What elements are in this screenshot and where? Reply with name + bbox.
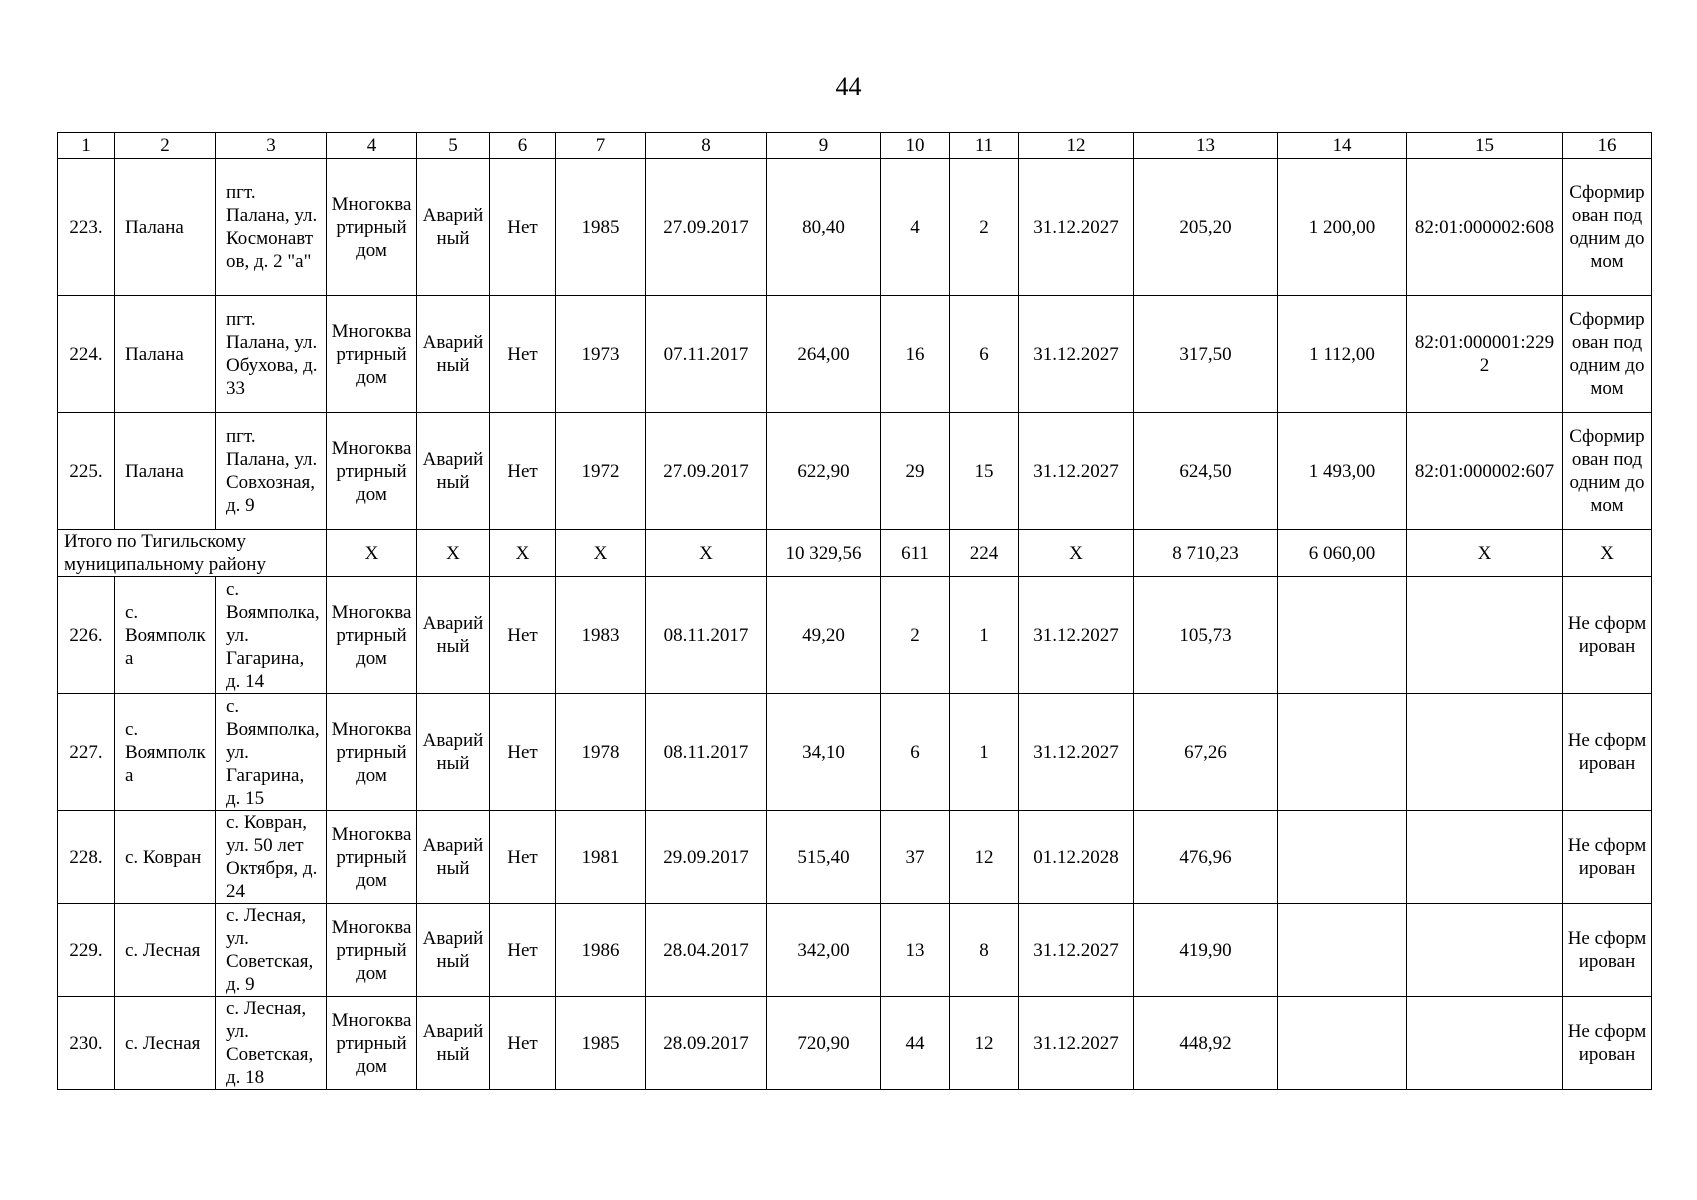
table-row: [58, 904, 1652, 997]
address: с. Лесная, ул. Советская, д. 18: [216, 997, 327, 1090]
row-number: 229.: [58, 904, 115, 997]
column-number: 4: [327, 133, 417, 159]
value: [1278, 904, 1407, 997]
count: 13: [881, 904, 950, 997]
count: 2: [950, 159, 1019, 296]
count: 12: [950, 811, 1019, 904]
condition: Аварийный: [417, 296, 490, 413]
row-number: 223.: [58, 159, 115, 296]
value: 1 493,00: [1278, 413, 1407, 530]
column-number: 14: [1278, 133, 1407, 159]
settlement: Палана: [115, 159, 216, 296]
value: [1278, 811, 1407, 904]
year: 1986: [556, 904, 646, 997]
cadastral-number: [1407, 811, 1563, 904]
condition: Аварийный: [417, 413, 490, 530]
table-row: [58, 811, 1652, 904]
total-value: X: [1563, 530, 1652, 577]
value: 105,73: [1134, 577, 1278, 694]
date: 28.04.2017: [646, 904, 767, 997]
column-number: 15: [1407, 133, 1563, 159]
cell: Нет: [490, 694, 556, 811]
column-number: 13: [1134, 133, 1278, 159]
count: 4: [881, 159, 950, 296]
cell: Нет: [490, 296, 556, 413]
total-value: X: [646, 530, 767, 577]
address: с. Ковран, ул. 50 лет Октября, д. 24: [216, 811, 327, 904]
land-status: Не сформирован: [1563, 694, 1652, 811]
row-number: 225.: [58, 413, 115, 530]
year: 1973: [556, 296, 646, 413]
deadline-date: 31.12.2027: [1019, 413, 1134, 530]
column-number: 9: [767, 133, 881, 159]
count: 12: [950, 997, 1019, 1090]
total-value: X: [327, 530, 417, 577]
building-type: Многоквартирный дом: [327, 413, 417, 530]
value: 1 200,00: [1278, 159, 1407, 296]
total-value: X: [1019, 530, 1134, 577]
column-number: 16: [1563, 133, 1652, 159]
total-row: [58, 530, 1652, 577]
column-number-row: [58, 133, 1652, 159]
count: 6: [950, 296, 1019, 413]
year: 1985: [556, 159, 646, 296]
address: пгт. Палана, ул. Космонавтов, д. 2 "а": [216, 159, 327, 296]
value: 317,50: [1134, 296, 1278, 413]
building-type: Многоквартирный дом: [327, 997, 417, 1090]
value: 476,96: [1134, 811, 1278, 904]
deadline-date: 31.12.2027: [1019, 159, 1134, 296]
condition: Аварийный: [417, 159, 490, 296]
count: 16: [881, 296, 950, 413]
land-status: Не сформирован: [1563, 904, 1652, 997]
column-number: 10: [881, 133, 950, 159]
total-label: Итого по Тигильскому муниципальному району: [58, 530, 327, 577]
value: 448,92: [1134, 997, 1278, 1090]
cadastral-number: [1407, 577, 1563, 694]
table-row: [58, 577, 1652, 694]
cell: Нет: [490, 997, 556, 1090]
land-status: Сформирован под одним домом: [1563, 159, 1652, 296]
year: 1972: [556, 413, 646, 530]
total-value: 10 329,56: [767, 530, 881, 577]
value: 624,50: [1134, 413, 1278, 530]
settlement: Палана: [115, 413, 216, 530]
deadline-date: 31.12.2027: [1019, 577, 1134, 694]
column-number: 3: [216, 133, 327, 159]
column-number: 1: [58, 133, 115, 159]
condition: Аварийный: [417, 577, 490, 694]
date: 08.11.2017: [646, 694, 767, 811]
area: 34,10: [767, 694, 881, 811]
count: 8: [950, 904, 1019, 997]
column-number: 6: [490, 133, 556, 159]
table-row: [58, 694, 1652, 811]
address: пгт. Палана, ул. Обухова, д. 33: [216, 296, 327, 413]
land-status: Сформирован под одним домом: [1563, 296, 1652, 413]
count: 44: [881, 997, 950, 1090]
date: 28.09.2017: [646, 997, 767, 1090]
row-number: 227.: [58, 694, 115, 811]
area: 80,40: [767, 159, 881, 296]
column-number: 12: [1019, 133, 1134, 159]
area: 720,90: [767, 997, 881, 1090]
column-number: 5: [417, 133, 490, 159]
building-type: Многоквартирный дом: [327, 811, 417, 904]
address: с. Воямполка, ул. Гагарина, д. 14: [216, 577, 327, 694]
address: пгт. Палана, ул. Совхозная, д. 9: [216, 413, 327, 530]
deadline-date: 01.12.2028: [1019, 811, 1134, 904]
total-value: X: [417, 530, 490, 577]
land-status: Сформирован под одним домом: [1563, 413, 1652, 530]
value: 67,26: [1134, 694, 1278, 811]
row-number: 226.: [58, 577, 115, 694]
date: 07.11.2017: [646, 296, 767, 413]
total-value: X: [556, 530, 646, 577]
land-status: Не сформирован: [1563, 997, 1652, 1090]
total-value: 224: [950, 530, 1019, 577]
count: 37: [881, 811, 950, 904]
deadline-date: 31.12.2027: [1019, 296, 1134, 413]
condition: Аварийный: [417, 997, 490, 1090]
total-value: 6 060,00: [1278, 530, 1407, 577]
table-row: [58, 296, 1652, 413]
settlement: Палана: [115, 296, 216, 413]
value: [1278, 577, 1407, 694]
count: 6: [881, 694, 950, 811]
condition: Аварийный: [417, 694, 490, 811]
land-status: Не сформирован: [1563, 577, 1652, 694]
settlement: с. Ковран: [115, 811, 216, 904]
column-number: 8: [646, 133, 767, 159]
settlement: с. Лесная: [115, 997, 216, 1090]
address: с. Лесная, ул. Советская, д. 9: [216, 904, 327, 997]
page-number: 44: [835, 72, 862, 101]
column-number: 2: [115, 133, 216, 159]
column-number: 11: [950, 133, 1019, 159]
condition: Аварийный: [417, 811, 490, 904]
row-number: 228.: [58, 811, 115, 904]
year: 1983: [556, 577, 646, 694]
total-value: X: [1407, 530, 1563, 577]
column-number: 7: [556, 133, 646, 159]
settlement: с. Лесная: [115, 904, 216, 997]
area: 342,00: [767, 904, 881, 997]
date: 27.09.2017: [646, 159, 767, 296]
count: 15: [950, 413, 1019, 530]
value: 1 112,00: [1278, 296, 1407, 413]
cadastral-number: 82:01:000002:607: [1407, 413, 1563, 530]
table-row: [58, 159, 1652, 296]
housing-registry-table: [57, 132, 1652, 1090]
building-type: Многоквартирный дом: [327, 904, 417, 997]
value: [1278, 997, 1407, 1090]
cell: Нет: [490, 159, 556, 296]
total-value: X: [490, 530, 556, 577]
settlement: с. Воямполка: [115, 577, 216, 694]
count: 1: [950, 577, 1019, 694]
year: 1978: [556, 694, 646, 811]
cadastral-number: [1407, 694, 1563, 811]
row-number: 224.: [58, 296, 115, 413]
count: 29: [881, 413, 950, 530]
cadastral-number: 82:01:000002:608: [1407, 159, 1563, 296]
date: 29.09.2017: [646, 811, 767, 904]
cell: Нет: [490, 413, 556, 530]
value: [1278, 694, 1407, 811]
building-type: Многоквартирный дом: [327, 694, 417, 811]
cell: Нет: [490, 577, 556, 694]
year: 1985: [556, 997, 646, 1090]
settlement: с. Воямполка: [115, 694, 216, 811]
cell: Нет: [490, 904, 556, 997]
cadastral-number: 82:01:000001:2292: [1407, 296, 1563, 413]
area: 622,90: [767, 413, 881, 530]
row-number: 230.: [58, 997, 115, 1090]
land-status: Не сформирован: [1563, 811, 1652, 904]
count: 2: [881, 577, 950, 694]
building-type: Многоквартирный дом: [327, 296, 417, 413]
area: 515,40: [767, 811, 881, 904]
count: 1: [950, 694, 1019, 811]
deadline-date: 31.12.2027: [1019, 997, 1134, 1090]
area: 264,00: [767, 296, 881, 413]
year: 1981: [556, 811, 646, 904]
address: с. Воямполка, ул. Гагарина, д. 15: [216, 694, 327, 811]
table-row: [58, 413, 1652, 530]
total-value: 8 710,23: [1134, 530, 1278, 577]
table-row: [58, 997, 1652, 1090]
deadline-date: 31.12.2027: [1019, 694, 1134, 811]
value: 205,20: [1134, 159, 1278, 296]
date: 08.11.2017: [646, 577, 767, 694]
building-type: Многоквартирный дом: [327, 159, 417, 296]
cadastral-number: [1407, 997, 1563, 1090]
area: 49,20: [767, 577, 881, 694]
value: 419,90: [1134, 904, 1278, 997]
cadastral-number: [1407, 904, 1563, 997]
date: 27.09.2017: [646, 413, 767, 530]
condition: Аварийный: [417, 904, 490, 997]
deadline-date: 31.12.2027: [1019, 904, 1134, 997]
building-type: Многоквартирный дом: [327, 577, 417, 694]
total-value: 611: [881, 530, 950, 577]
cell: Нет: [490, 811, 556, 904]
